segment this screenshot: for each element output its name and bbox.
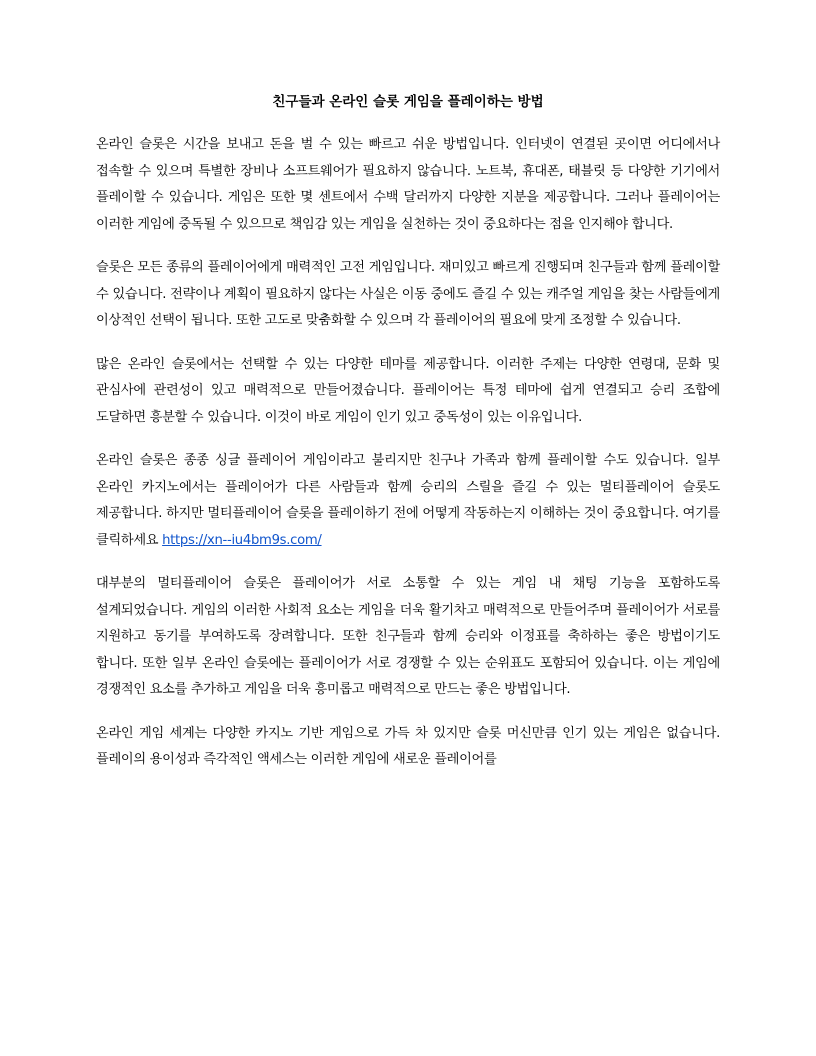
paragraph-4-text: 온라인 슬롯은 종종 싱글 플레이어 게임이라고 불리지만 친구나 가족과 함께 플레이할 수도 있습니다. 일부 온라인 카지노에서는 플레이어가 다른 사람들과 함께 승리의 스릴을 즐길 수 있는 멀티플레이어 슬롯도 제공합니다. 하지만 멀티플레이어 슬롯을 플레이하기 전에 어떻게 작동하는지 이해하는 것이 중요합니다. 여기를 클릭하세요 [96,453,720,548]
paragraph-1: 온라인 슬롯은 시간을 보내고 돈을 벌 수 있는 빠르고 쉬운 방법입니다. 인터넷이 연결된 곳이면 어디에서나 접속할 수 있으며 특별한 장비나 소프트웨어가 필요하지 않습니다. 노트북, 휴대폰, 태블릿 등 다양한 기기에서 플레이할 수 있습니다. 게임은 또한 몇 센트에서 수백 달러까지 다양한 지분을 제공합니다. 그러나 플레이어는 이러한 게임에 중독될 수 있으므로 책임감 있는 게임을 실천하는 것이 중요하다는 점을 인지해야 합니다. [96,137,720,232]
paragraph-2: 슬롯은 모든 종류의 플레이어에게 매력적인 고전 게임입니다. 재미있고 빠르게 진행되며 친구들과 함께 플레이할 수 있습니다. 전략이나 계획이 필요하지 않다는 사실은 이동 중에도 즐길 수 있는 캐주얼 게임을 찾는 사람들에게 이상적인 선택이 됩니다. 또한 고도로 맞춤화할 수 있으며 각 플레이어의 필요에 맞게 조정할 수 있습니다. [96,260,720,328]
paragraph-6: 온라인 게임 세계는 다양한 카지노 기반 게임으로 가득 차 있지만 슬롯 머신만큼 인기 있는 게임은 없습니다. 플레이의 용이성과 즉각적인 액세스는 이러한 게임에 새로운 플레이어를 [96,725,720,767]
document-title: 친구들과 온라인 슬롯 게임을 플레이하는 방법 [272,94,544,110]
external-link[interactable]: https://xn--iu4bm9s.com/ [162,532,322,548]
paragraph-3: 많은 온라인 슬롯에서는 선택할 수 있는 다양한 테마를 제공합니다. 이러한 주제는 다양한 연령대, 문화 및 관심사에 관련성이 있고 매력적으로 만들어졌습니다. 플레이어는 특정 테마에 쉽게 연결되고 승리 조합에 도달하면 흥분할 수 있습니다. 이것이 바로 게임이 인기 있고 중독성이 있는 이유입니다. [96,356,720,425]
document-page [96,92,720,791]
paragraph-4 [96,448,720,554]
paragraph-5: 대부분의 멀티플레이어 슬롯은 플레이어가 서로 소통할 수 있는 게임 내 채팅 기능을 포함하도록 설계되었습니다. 게임의 이러한 사회적 요소는 게임을 더욱 활기차고 매력적으로 만들어주며 플레이어가 서로를 지원하고 동기를 부여하도록 장려합니다. 또한 친구들과 함께 승리와 이정표를 축하하는 좋은 방법이기도 합니다. 또한 일부 온라인 슬롯에는 플레이어가 서로 경쟁할 수 있는 순위표도 포함되어 있습니다. 이는 게임에 경쟁적인 요소를 추가하고 게임을 더욱 흥미롭고 매력적으로 만드는 좋은 방법입니다. [96,576,720,697]
